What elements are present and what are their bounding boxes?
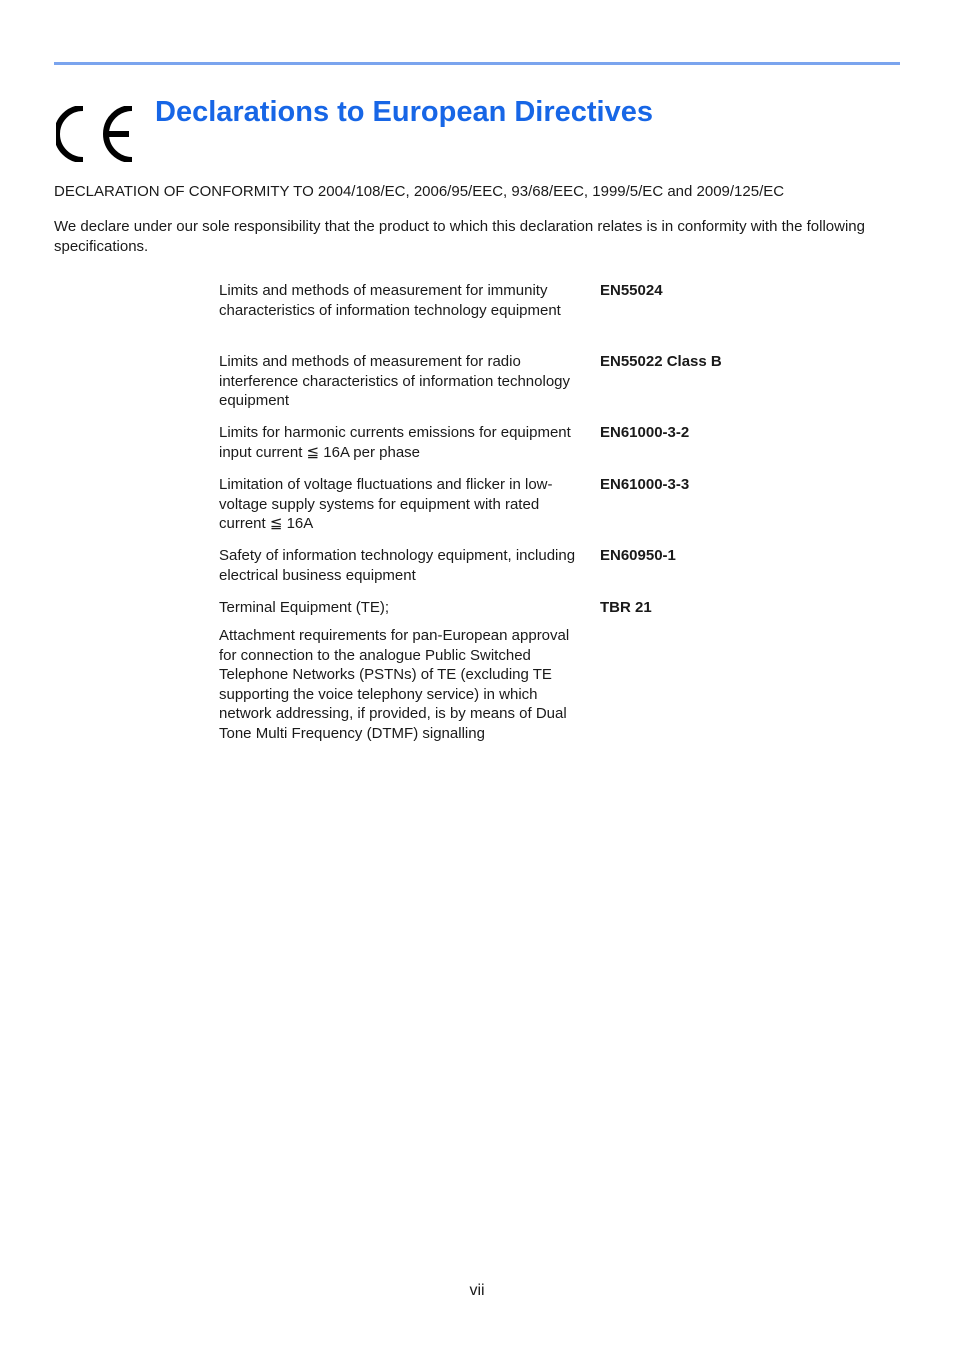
spec-standard: EN55024 <box>600 282 663 299</box>
spec-description: Limits and methods of measurement for radio interference characteristics of information technology equipment <box>219 353 571 409</box>
spec-description: Limits for harmonic currents emissions for equipment input current ≦ 16A per phase <box>219 424 571 461</box>
top-divider <box>54 62 900 65</box>
page-title: Declarations to European Directives <box>155 96 653 128</box>
spec-standard: EN60950-1 <box>600 547 676 564</box>
spec-standard: TBR 21 <box>600 599 652 616</box>
spec-description: Limits and methods of measurement for immunity characteristics of information technology equipment <box>219 282 561 319</box>
intro-paragraph: We declare under our sole responsibility that the product to which this declaration relates is in conformity with the following specifications. <box>54 218 865 255</box>
spec-description: Limitation of voltage fluctuations and flicker in low-voltage supply systems for equipment with rated current ≦ 16A <box>219 476 553 532</box>
spec-standard: EN55022 Class B <box>600 353 722 370</box>
spec-standard: EN61000-3-2 <box>600 424 690 441</box>
ce-mark-icon <box>56 106 134 162</box>
spec-description: Safety of information technology equipment, including electrical business equipment <box>219 547 576 584</box>
declaration-line: DECLARATION OF CONFORMITY TO 2004/108/EC, 2006/95/EEC, 93/68/EEC, 1999/5/EC and 2009/125/EC <box>54 183 785 200</box>
spec-description: Attachment requirements for pan-European approval for connection to the analogue Public Switched Telephone Networks (PSTNs) of TE (excluding TE supporting the voice telephony service) in which network addressing, if provided, is by means of Dual Tone Multi Frequency (DTMF) signalling <box>219 627 570 742</box>
spec-standard: EN61000-3-3 <box>600 476 690 493</box>
spec-description: Terminal Equipment (TE); <box>219 599 390 616</box>
page-number: vii <box>469 1282 485 1299</box>
